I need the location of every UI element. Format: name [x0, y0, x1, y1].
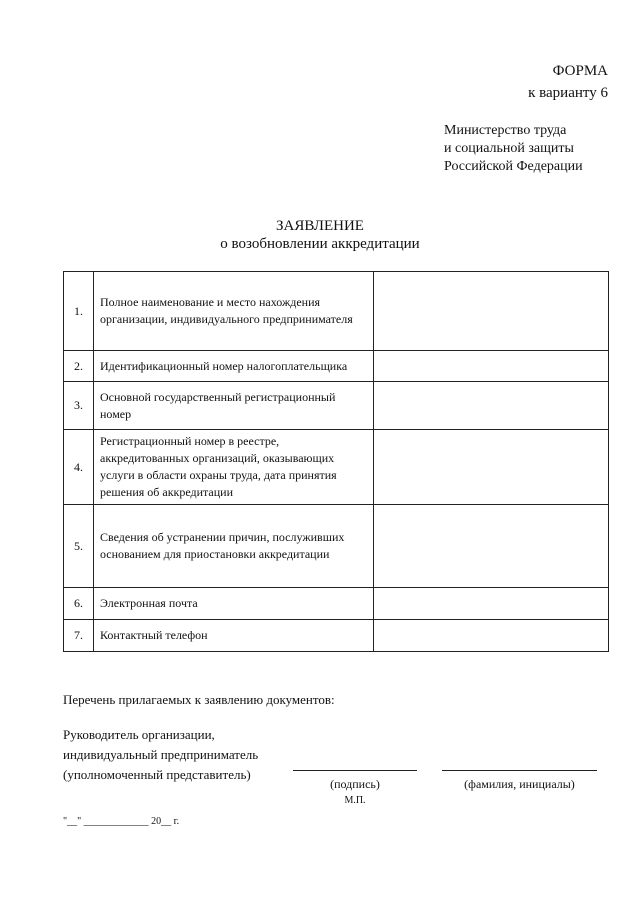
- row-label: Идентификационный номер налогоплательщика: [94, 351, 374, 382]
- row-number: 2.: [64, 351, 94, 382]
- form-header: [528, 60, 608, 104]
- row-label: Контактный телефон: [94, 620, 374, 652]
- date-line: "__" _____________ 20__ г.: [63, 816, 180, 827]
- document-subtitle: о возобновлении аккредитации: [220, 236, 420, 252]
- row-number: 6.: [64, 588, 94, 620]
- table-row: [64, 351, 609, 382]
- signer-block: [63, 725, 258, 785]
- form-label: ФОРМА: [552, 63, 608, 79]
- signature-field[interactable]: [293, 770, 417, 771]
- document-title-block: [0, 217, 640, 253]
- variant-label: к варианту 6: [528, 85, 608, 101]
- row-label: Сведения об устранении причин, послуживших основанием для приостановки аккредитации: [94, 505, 374, 588]
- row-value-field[interactable]: [374, 351, 609, 382]
- row-number: 7.: [64, 620, 94, 652]
- addressee-line-1: Министерство труда: [444, 123, 567, 138]
- row-value-field[interactable]: [374, 505, 609, 588]
- addressee-block: [444, 122, 583, 176]
- table-row: [64, 382, 609, 430]
- row-number: 1.: [64, 272, 94, 351]
- table-row: [64, 588, 609, 620]
- row-value-field[interactable]: [374, 272, 609, 351]
- row-label: Полное наименование и место нахождения организации, индивидуального предпринимателя: [94, 272, 374, 351]
- table-row: [64, 505, 609, 588]
- row-number: 4.: [64, 430, 94, 505]
- application-table: [63, 271, 609, 652]
- row-label: Основной государственный регистрационный номер: [94, 382, 374, 430]
- table-row: [64, 272, 609, 351]
- attachments-label: Перечень прилагаемых к заявлению документов:: [63, 692, 335, 707]
- table-row: [64, 430, 609, 505]
- signature-caption: (подпись): [330, 777, 380, 791]
- row-label: Регистрационный номер в реестре, аккредитованных организаций, оказывающих услуги в области охраны труда, дата принятия решения об аккредитации: [94, 430, 374, 505]
- addressee-line-3: Российской Федерации: [444, 159, 583, 174]
- row-number: 3.: [64, 382, 94, 430]
- row-value-field[interactable]: [374, 430, 609, 505]
- document-title: ЗАЯВЛЕНИЕ: [276, 218, 364, 234]
- signer-line-2: индивидуальный предприниматель: [63, 747, 259, 762]
- row-number: 5.: [64, 505, 94, 588]
- row-label: Электронная почта: [94, 588, 374, 620]
- stamp-caption: М.П.: [344, 795, 366, 806]
- row-value-field[interactable]: [374, 382, 609, 430]
- name-caption: (фамилия, инициалы): [464, 777, 575, 791]
- table-row: [64, 620, 609, 652]
- addressee-line-2: и социальной защиты: [444, 141, 574, 156]
- row-value-field[interactable]: [374, 620, 609, 652]
- signer-line-3: (уполномоченный представитель): [63, 767, 251, 782]
- signer-line-1: Руководитель организации,: [63, 727, 215, 742]
- row-value-field[interactable]: [374, 588, 609, 620]
- name-field[interactable]: [442, 770, 597, 771]
